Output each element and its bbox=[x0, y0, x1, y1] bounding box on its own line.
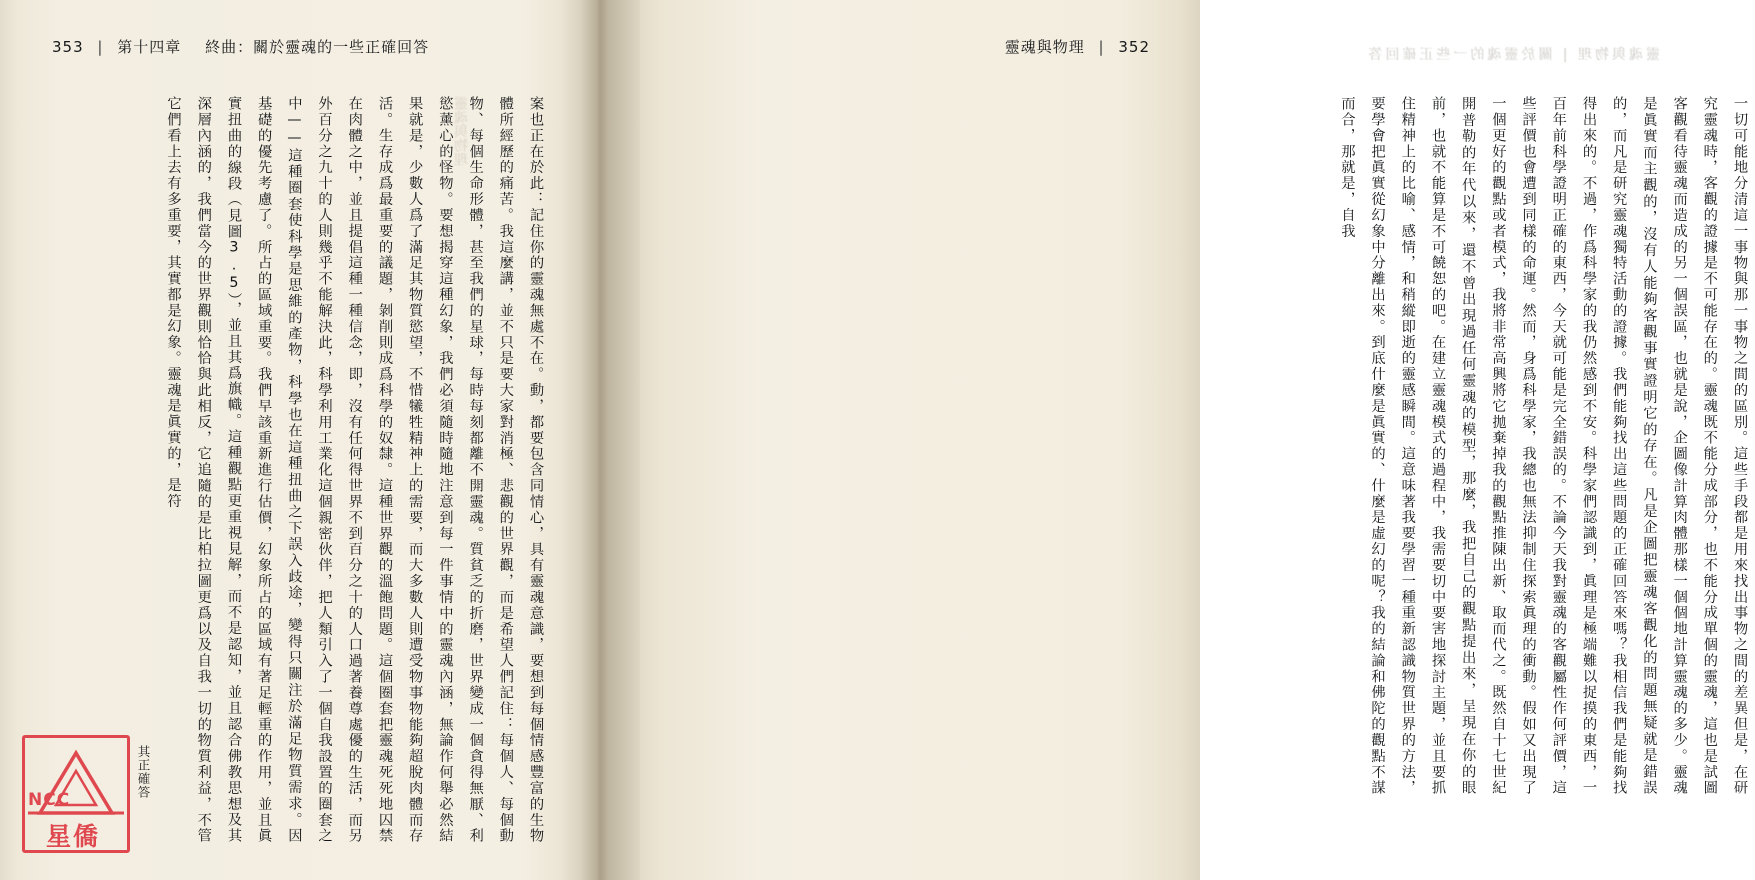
left-page-body bbox=[46, 96, 551, 844]
stamp-side-text: 其正確答 bbox=[136, 745, 151, 799]
header-separator-right: | bbox=[1098, 38, 1105, 56]
left-running-title: 終曲：關於靈魂的一些正確回答 bbox=[205, 38, 430, 56]
header-separator-left: | bbox=[97, 38, 104, 56]
right-page-body bbox=[1255, 96, 1755, 796]
left-page-paragraph: 案也正在於此：記住你的靈魂無處不在。動，都要包含同情心，具有靈魂意識，要想到每個情感豐富的生物體所經歷的痛苦。我這麼講，並不只是要大家對消極、悲觀的世界觀，而是希望人們記住：每個人、每個動物、每個生命形體，甚至我們的星球，每時每刻都離不開靈魂。質貧乏的折磨，世界變成一個貪得無厭、利慾薰心的怪物。要想揭穿這種幻象，我們必須隨時隨地注意到每一件事情中的靈魂內涵，無論作何舉必然結果就是，少數人爲了滿足其物質慾望，不惜犧牲精神上的需要，而大多數人則遭受物事物能夠超脫肉體而存活。生存成爲最重要的議題，剝削則成爲科學的奴隸。這種世界觀的溫飽問題。這個圈套把靈魂死死地囚禁在肉體之中，並且提倡這種一種信念，即，沒有任何得世界不到百分之十的人口過著養尊處優的生活，而另外百分之九十的人則幾乎不能解決此，科學利用工業化這個親密伙伴，把人類引入了一個自我設置的圈套之中——這種圈套使科學是思維的產物，科學也在這種扭曲之下誤入歧途，變得只關注於滿足物質需求。因基礎的優先考慮了。所占的區域重要。我們早該重新進行估價，幻象所占的區域有著足輕重的作用，並且眞實扭曲的線段（見圖3.5），並且其爲旗幟。這種觀點更重視見解，而不是認知，並且認合佛教思想及其深層內涵的，我們當今的世界觀則恰恰與此相反，它追隨的是比柏拉圖更爲以及自我一切的物質利益，不管它們看上去有多重要，其實都是幻象。靈魂是眞實的，是符 bbox=[165, 96, 544, 844]
stamp-label-top: NCC bbox=[28, 790, 71, 810]
left-chapter-label: 第十四章 bbox=[117, 38, 182, 56]
stamp-label-bottom: 星僑 bbox=[46, 822, 101, 851]
right-page bbox=[600, 0, 1748, 880]
left-page-header bbox=[52, 36, 429, 57]
right-page-showthrough: 靈魂與物理 | 關於靈魂的一些正確回答 bbox=[1365, 47, 1660, 63]
right-page-header bbox=[1005, 36, 1150, 57]
ncc-stamp bbox=[22, 735, 151, 853]
right-running-title: 靈魂與物理 bbox=[1004, 38, 1085, 56]
left-page bbox=[0, 0, 600, 880]
right-page-paragraph: 一切可能地分清這一事物與那一事物之間的區別。這些手段都是用來找出事物之間的差異但是，在研究靈魂時，客觀的證據是不可能存在的。靈魂既不能分成部分，也不能分成單個的靈魂，這也是試圖客觀看待靈魂而造成的另一個誤區，也就是說，企圖像計算肉體那樣一個個地計算靈魂的多少。靈魂是眞實而主觀的，沒有人能夠客觀事實證明它的存在。凡是企圖把靈魂客觀化的問題無疑就是錯誤的，而凡是研究靈魂獨特活動的證據。我們能夠找出這些問題的正確回答來嗎？我相信我們是能夠找得出來的。不過，作爲科學家的我仍然感到不安。科學家們認識到，眞理是極端難以捉摸的東西，一百年前科學證明正確的東西，今天就可能是完全錯誤的。不論今天我對靈魂的客觀屬性作何評價，這些評價也會遭到同樣的命運。然而，身爲科學家，我總也無法抑制住探索眞理的衝動。假如又出現了一個更好的觀點或者模式，我將非常高興將它拋棄掉我的觀點推陳出新、取而代之。既然自十七世紀開普勒的年代以來，還不曾出現過任何靈魂的模型，那麼，我把自己的觀點提出來，呈現在你的眼前，也就不能算是不可饒恕的吧。在建立靈魂模式的過程中，我需要切中要害地探討主題，並且要抓住精神上的比喻、感情，和稍縱即逝的靈感瞬間。這意味著我要學習一種重新認識物質世界的方法，要學會把眞實從幻象中分離出來。到底什麼是眞實的、什麼是虛幻的呢？我的結論和佛陀的觀點不謀而合，那就是，自我 bbox=[1339, 96, 1748, 796]
left-page-showthrough: 靈魂與物理 bbox=[454, 96, 470, 166]
left-page-number: 353 bbox=[52, 38, 84, 56]
right-page-number: 352 bbox=[1118, 38, 1150, 56]
